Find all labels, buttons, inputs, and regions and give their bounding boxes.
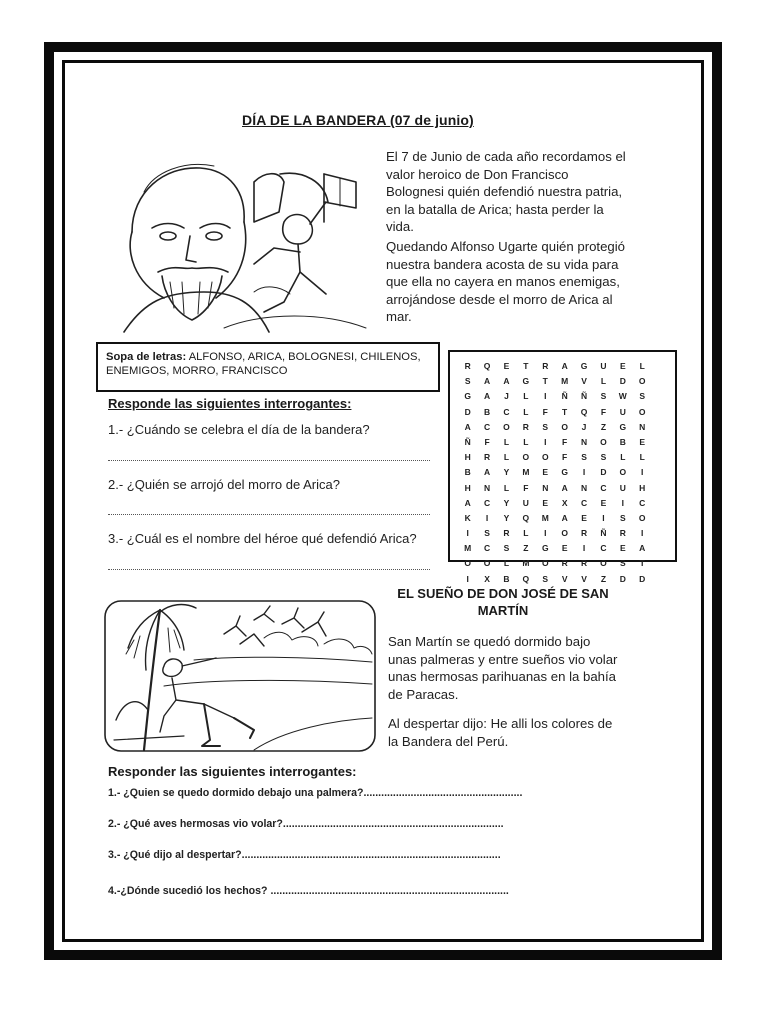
- grid-letter[interactable]: F: [542, 406, 548, 417]
- grid-letter[interactable]: C: [600, 482, 607, 493]
- grid-letter[interactable]: Q: [522, 512, 530, 523]
- grid-row: [458, 435, 652, 450]
- grid-letter[interactable]: R: [561, 558, 568, 569]
- grid-letter[interactable]: B: [503, 573, 510, 584]
- grid-letter[interactable]: B: [484, 406, 491, 417]
- grid-letter[interactable]: R: [580, 528, 588, 539]
- grid-letter[interactable]: R: [522, 421, 529, 432]
- grid-letter[interactable]: X: [484, 573, 490, 584]
- grid-letter[interactable]: I: [544, 391, 547, 402]
- question1-item: 2.- ¿Quién se arrojó del morro de Arica?: [108, 477, 340, 492]
- grid-letter[interactable]: R: [503, 528, 510, 539]
- grid-letter[interactable]: R: [619, 528, 626, 539]
- grid-letter[interactable]: Y: [503, 497, 510, 508]
- grid-letter[interactable]: L: [503, 482, 510, 493]
- grid-letter[interactable]: S: [619, 558, 626, 569]
- grid-letter[interactable]: I: [582, 543, 586, 554]
- story-paragraph-2: Al despertar dijo: He alli los colores de la Bandera del Perú.: [388, 716, 613, 749]
- grid-letter[interactable]: S: [542, 573, 549, 584]
- questions1-title: Responde las siguientes interrogantes:: [108, 396, 352, 411]
- grid-letter[interactable]: Y: [503, 512, 510, 523]
- grid-letter[interactable]: F: [600, 406, 607, 417]
- grid-letter[interactable]: E: [619, 543, 626, 554]
- grid-letter[interactable]: O: [600, 558, 607, 569]
- grid-letter[interactable]: A: [561, 361, 568, 371]
- grid-letter[interactable]: M: [464, 543, 472, 554]
- grid-letter[interactable]: E: [561, 543, 568, 554]
- grid-letter[interactable]: N: [580, 436, 588, 447]
- grid-letter[interactable]: R: [484, 452, 491, 463]
- grid-letter[interactable]: L: [639, 452, 645, 463]
- grid-letter[interactable]: O: [619, 467, 627, 478]
- grid-row: [458, 389, 652, 404]
- grid-letter[interactable]: N: [639, 421, 646, 432]
- questions2-title: Responder las siguientes interrogantes:: [108, 764, 357, 779]
- grid-letter[interactable]: H: [639, 482, 646, 493]
- grid-letter[interactable]: D: [600, 467, 607, 478]
- grid-letter[interactable]: Ñ: [464, 436, 471, 447]
- grid-letter[interactable]: S: [542, 421, 549, 432]
- question2-item[interactable]: 2.- ¿Qué aves hermosas vio volar?...........................................................................: [108, 818, 504, 830]
- grid-row: [458, 556, 652, 571]
- question1-item: 3.- ¿Cuál es el nombre del héroe qué defendió Arica?: [108, 531, 417, 546]
- grid-letter[interactable]: G: [541, 543, 549, 554]
- grid-letter[interactable]: Z: [600, 573, 607, 584]
- grid-letter[interactable]: J: [581, 421, 587, 432]
- grid-letter[interactable]: H: [464, 482, 471, 493]
- grid-letter[interactable]: O: [561, 528, 568, 539]
- grid-letter[interactable]: A: [503, 376, 510, 387]
- grid-letter[interactable]: S: [619, 512, 626, 523]
- word-search-grid: [458, 359, 652, 587]
- grid-letter[interactable]: E: [542, 497, 549, 508]
- question2-item[interactable]: 3.- ¿Qué dijo al despertar?........................................................................................: [108, 849, 501, 861]
- grid-letter[interactable]: M: [561, 376, 569, 387]
- grid-letter[interactable]: X: [561, 497, 568, 508]
- grid-row: [458, 374, 652, 389]
- san-martin-illustration: [104, 600, 376, 752]
- grid-letter[interactable]: N: [542, 482, 549, 493]
- grid-letter[interactable]: R: [542, 361, 549, 371]
- answer-line[interactable]: [108, 460, 430, 461]
- grid-letter[interactable]: V: [581, 573, 587, 584]
- grid-letter[interactable]: A: [561, 512, 568, 523]
- grid-letter[interactable]: D: [639, 573, 646, 584]
- grid-letter[interactable]: A: [484, 376, 491, 387]
- answer-line[interactable]: [108, 569, 430, 570]
- question2-item[interactable]: 1.- ¿Quien se quedo dormido debajo una palmera?......................................................: [108, 787, 523, 799]
- grid-letter[interactable]: U: [600, 361, 607, 371]
- grid-letter[interactable]: F: [523, 482, 529, 493]
- grid-letter[interactable]: L: [620, 452, 626, 463]
- grid-letter[interactable]: G: [580, 361, 588, 371]
- grid-letter[interactable]: I: [466, 573, 469, 584]
- grid-letter[interactable]: O: [561, 421, 568, 432]
- grid-letter[interactable]: A: [464, 421, 471, 432]
- word-search-words: ALFONSO, ARICA, BOLOGNESI, CHILENOS, ENEMIGOS, MORRO, FRANCISCO: [106, 351, 421, 377]
- grid-letter[interactable]: O: [638, 512, 646, 523]
- grid-letter[interactable]: O: [503, 421, 510, 432]
- grid-letter[interactable]: H: [464, 452, 471, 463]
- grid-letter[interactable]: E: [600, 497, 607, 508]
- grid-letter[interactable]: L: [523, 406, 529, 417]
- grid-letter[interactable]: I: [544, 528, 547, 539]
- grid-letter[interactable]: U: [619, 406, 626, 417]
- grid-letter[interactable]: L: [523, 528, 529, 539]
- grid-letter[interactable]: F: [562, 436, 568, 447]
- grid-row: [458, 450, 652, 465]
- grid-letter[interactable]: Y: [503, 467, 510, 478]
- grid-letter[interactable]: T: [639, 558, 645, 569]
- grid-letter[interactable]: M: [541, 512, 549, 523]
- grid-letter[interactable]: S: [581, 452, 587, 463]
- grid-letter[interactable]: A: [464, 497, 471, 508]
- grid-letter[interactable]: L: [639, 361, 645, 371]
- grid-letter[interactable]: S: [503, 543, 510, 554]
- grid-letter[interactable]: M: [522, 467, 530, 478]
- grid-letter[interactable]: F: [484, 436, 490, 447]
- grid-row: [458, 420, 652, 435]
- grid-letter[interactable]: C: [484, 421, 491, 432]
- grid-letter[interactable]: I: [582, 467, 586, 478]
- grid-letter[interactable]: S: [464, 376, 471, 387]
- word-search-instructions: [96, 342, 440, 392]
- grid-letter[interactable]: E: [581, 512, 587, 523]
- grid-letter[interactable]: Ñ: [600, 528, 607, 539]
- grid-letter[interactable]: E: [639, 436, 646, 447]
- grid-row: [458, 496, 652, 511]
- word-search-heading: Sopa de letras:: [106, 351, 187, 363]
- grid-letter[interactable]: O: [464, 558, 471, 569]
- grid-letter[interactable]: A: [561, 482, 568, 493]
- grid-letter[interactable]: W: [618, 391, 627, 402]
- grid-letter[interactable]: E: [503, 361, 510, 371]
- grid-letter[interactable]: Z: [523, 543, 529, 554]
- worksheet-title: DÍA DE LA BANDERA (07 de junio): [242, 112, 474, 128]
- grid-letter[interactable]: K: [464, 512, 471, 523]
- grid-row: [458, 465, 652, 480]
- intro-paragraph-1: El 7 de Junio de cada año recordamos el valor heroico de Don Francisco Bolognesi quién defendió nuestra patria, en la batalla de Arica; hasta perder la vida.: [386, 149, 626, 234]
- grid-letter[interactable]: Ñ: [561, 391, 568, 402]
- grid-letter[interactable]: R: [464, 361, 471, 371]
- grid-letter[interactable]: F: [562, 452, 568, 463]
- grid-letter[interactable]: A: [639, 543, 646, 554]
- grid-letter[interactable]: D: [464, 406, 471, 417]
- grid-letter[interactable]: L: [523, 436, 529, 447]
- grid-letter[interactable]: U: [619, 482, 626, 493]
- grid-letter[interactable]: E: [542, 467, 549, 478]
- grid-letter[interactable]: Q: [522, 573, 530, 584]
- story-paragraph-1: San Martín se quedó dormido bajo unas palmeras y entre sueños vio volar unas hermosas parihuanas en la bahía de Paracas.: [388, 634, 618, 702]
- grid-letter[interactable]: A: [484, 467, 491, 478]
- grid-letter[interactable]: T: [562, 406, 568, 417]
- grid-letter[interactable]: O: [483, 558, 491, 569]
- grid-letter[interactable]: E: [619, 361, 626, 371]
- grid-letter[interactable]: O: [638, 406, 646, 417]
- grid-letter[interactable]: R: [580, 558, 588, 569]
- grid-letter[interactable]: Q: [483, 361, 491, 371]
- grid-letter[interactable]: A: [484, 391, 491, 402]
- grid-letter[interactable]: C: [484, 497, 491, 508]
- grid-letter[interactable]: C: [639, 497, 646, 508]
- grid-letter[interactable]: L: [600, 376, 607, 387]
- grid-letter[interactable]: U: [522, 497, 529, 508]
- grid-letter[interactable]: O: [638, 376, 646, 387]
- grid-letter[interactable]: V: [561, 573, 568, 584]
- grid-letter[interactable]: N: [580, 482, 588, 493]
- grid-row: [458, 359, 652, 374]
- grid-letter[interactable]: C: [600, 543, 607, 554]
- grid-letter[interactable]: G: [464, 391, 471, 402]
- grid-letter[interactable]: L: [503, 558, 510, 569]
- question2-item[interactable]: 4.-¿Dónde sucedió los hechos? .................................................................................: [108, 885, 509, 897]
- answer-line[interactable]: [108, 514, 430, 515]
- grid-letter[interactable]: I: [602, 512, 605, 523]
- grid-letter[interactable]: M: [522, 558, 530, 569]
- word-search-grid-box: [448, 350, 677, 584]
- grid-letter[interactable]: B: [619, 436, 626, 447]
- grid-row: [458, 526, 652, 541]
- grid-letter[interactable]: I: [641, 528, 644, 539]
- grid-letter[interactable]: J: [504, 391, 509, 402]
- grid-letter[interactable]: L: [503, 452, 510, 463]
- grid-letter[interactable]: N: [484, 482, 491, 493]
- grid-letter[interactable]: S: [639, 391, 646, 402]
- grid-letter[interactable]: I: [485, 512, 489, 523]
- grid-letter[interactable]: C: [484, 543, 491, 554]
- grid-letter[interactable]: L: [503, 436, 510, 447]
- question1-item: 1.- ¿Cuándo se celebra el día de la bandera?: [108, 422, 370, 437]
- grid-letter[interactable]: D: [619, 376, 626, 387]
- grid-letter[interactable]: C: [503, 406, 510, 417]
- grid-letter[interactable]: B: [464, 467, 471, 478]
- grid-letter[interactable]: I: [544, 436, 547, 447]
- grid-letter[interactable]: D: [619, 573, 626, 584]
- grid-letter[interactable]: O: [522, 452, 530, 463]
- grid-letter[interactable]: G: [522, 376, 530, 387]
- grid-letter[interactable]: V: [581, 376, 587, 387]
- grid-letter[interactable]: O: [600, 436, 607, 447]
- grid-letter[interactable]: I: [641, 467, 644, 478]
- grid-letter[interactable]: Ñ: [580, 391, 588, 402]
- grid-letter[interactable]: O: [541, 452, 549, 463]
- grid-letter[interactable]: C: [580, 497, 588, 508]
- grid-letter[interactable]: S: [600, 452, 607, 463]
- grid-row: [458, 405, 652, 420]
- grid-letter[interactable]: Q: [580, 406, 588, 417]
- bolognesi-illustration: [104, 152, 374, 342]
- grid-letter[interactable]: T: [523, 361, 529, 371]
- grid-row: [458, 541, 652, 556]
- grid-letter[interactable]: S: [600, 391, 607, 402]
- grid-letter[interactable]: I: [621, 497, 624, 508]
- intro-paragraph-2: Quedando Alfonso Ugarte quién protegió nuestra bandera acosta de su vida para que ella no cayera en manos enemigas, arrojándose desde el morro de Arica al mar.: [386, 239, 626, 324]
- story-title: EL SUEÑO DE DON JOSÉ DE SAN MARTÍN: [397, 586, 609, 618]
- grid-letter[interactable]: G: [561, 467, 568, 478]
- grid-row: [458, 481, 652, 496]
- grid-letter[interactable]: S: [484, 528, 490, 539]
- grid-letter[interactable]: G: [619, 421, 627, 432]
- grid-letter[interactable]: T: [542, 376, 548, 387]
- grid-letter[interactable]: I: [466, 528, 469, 539]
- grid-letter[interactable]: O: [541, 558, 549, 569]
- grid-letter[interactable]: Z: [600, 421, 607, 432]
- grid-letter[interactable]: L: [523, 391, 529, 402]
- grid-row: [458, 511, 652, 526]
